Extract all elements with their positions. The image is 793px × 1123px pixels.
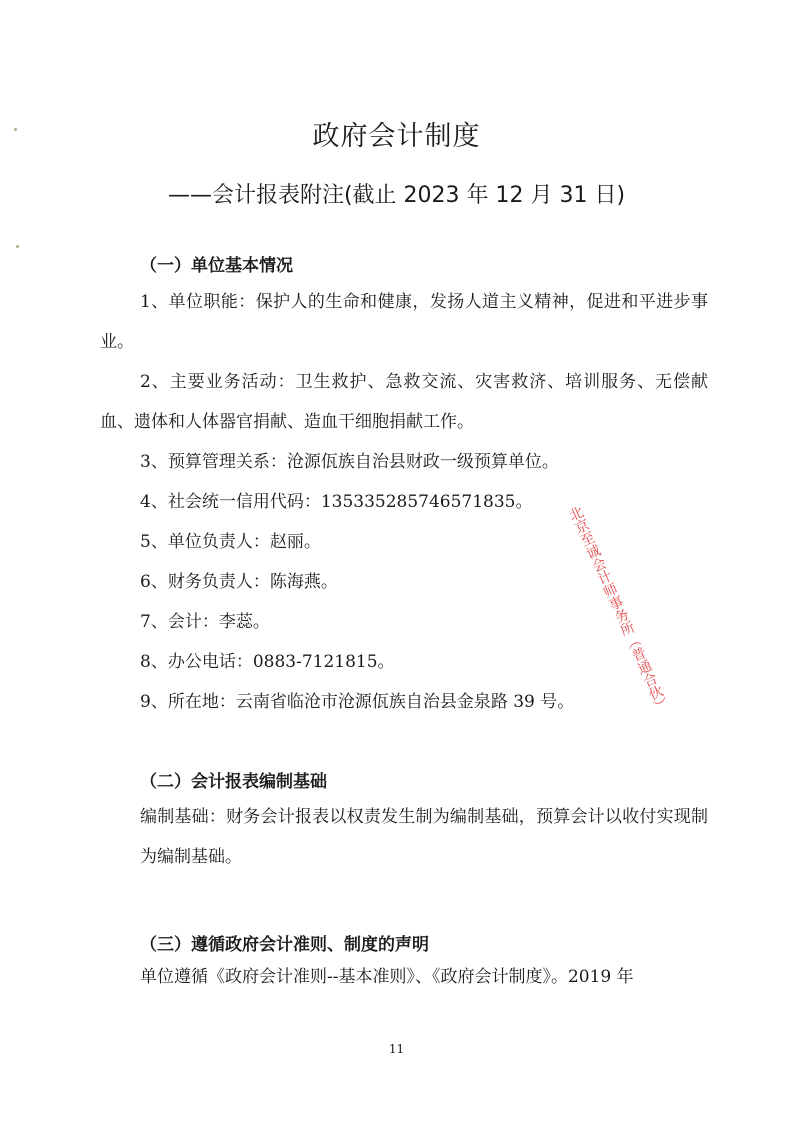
section-1-item-7: 7、会计：李蕊。: [140, 612, 270, 632]
document-subtitle: ——会计报表附注(截止 2023 年 12 月 31 日): [167, 183, 626, 208]
page-number: 11: [388, 1042, 405, 1056]
section-3-heading: （三）遵循政府会计准则、制度的声明: [140, 935, 429, 955]
section-1-item-5: 5、单位负责人：赵丽。: [140, 532, 321, 552]
section-1-item-4: 4、社会统一信用代码：135335285746571835。: [140, 492, 533, 512]
section-2-body: 编制基础：财务会计报表以权责发生制为编制基础，预算会计以收付实现制为编制基础。: [140, 807, 708, 867]
accounting-firm-seal: 北京至诚会计师事务所（普通合伙）: [565, 504, 671, 716]
scan-speck: [16, 245, 19, 248]
section-1-item-3: 3、预算管理关系：沧源佤族自治县财政一级预算单位。: [140, 452, 559, 472]
section-1-item-6: 6、财务负责人：陈海燕。: [140, 572, 338, 592]
section-1-item-2: 2、主要业务活动：卫生救护、急救交流、灾害救济、培训服务、无偿献血、遗体和人体器官捐献、造血干细胞捐献工作。: [100, 372, 708, 432]
section-1-item-1: 1、单位职能：保护人的生命和健康，发扬人道主义精神，促进和平进步事业。: [100, 292, 708, 352]
document-title: 政府会计制度: [312, 121, 481, 152]
section-1-heading: （一）单位基本情况: [140, 256, 293, 276]
section-3-body: 单位遵循《政府会计准则--基本准则》、《政府会计制度》。2019 年: [140, 967, 634, 987]
section-1-item-8: 8、办公电话：0883-7121815。: [140, 652, 395, 672]
section-1-item-9: 9、所在地：云南省临沧市沧源佤族自治县金泉路 39 号。: [140, 692, 575, 712]
section-2-heading: （二）会计报表编制基础: [140, 772, 327, 792]
